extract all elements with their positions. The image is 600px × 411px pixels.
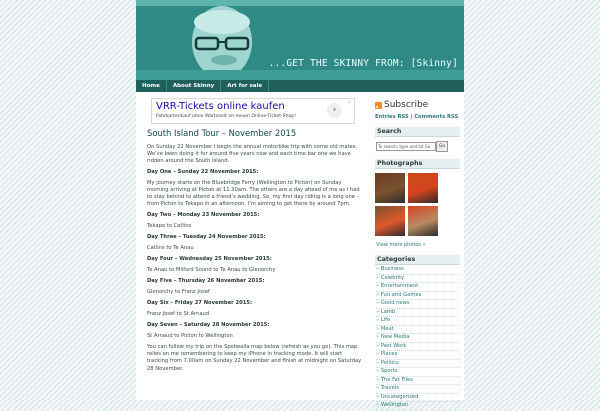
category-link[interactable]: » Good news — [376, 300, 460, 309]
category-link[interactable]: » Wellington — [376, 402, 460, 411]
rss-icon — [375, 102, 382, 109]
feed-links[interactable]: Entries RSS | Comments RSS — [375, 114, 459, 120]
post-paragraph: St Arnaud to Picton to Wellington — [147, 333, 233, 340]
category-link[interactable]: » The Fat Files — [376, 377, 460, 386]
subscribe-label: Subscribe — [384, 100, 429, 110]
post-paragraph: You can follow my trip on the Spotwalla map below (refresh as you go). This map relies on me remembering to keep my iPhone in tracking mode. It will start tracking from 7.00am on Sunday 22 November and finish at midnight on Saturday 28 November. — [147, 344, 362, 372]
category-link[interactable]: » Politics — [376, 360, 460, 369]
post-paragraph: Te Anau to Milford Sound to Te Anau to Glenorchy — [147, 267, 276, 274]
day-heading: Day Three – Tuesday 24 November 2015: — [147, 234, 266, 241]
post-paragraph: My journey starts on the Bluebridge Ferry (Wellington to Picton) on Sunday morning arriving at Picton at 11.30am. The others are a day ahead of me as I had to stay behind to attend a friend’s wedding. So, my first day riding is a long one – from Picton to Tekapo in an afternoon. I’m aiming to get there by around 7pm. — [147, 180, 360, 208]
category-link[interactable]: » Business — [376, 266, 460, 275]
photo-thumbnail[interactable] — [408, 206, 438, 236]
category-link[interactable]: » Travels — [376, 385, 460, 394]
nav-about-skinny[interactable]: About Skinny — [167, 80, 221, 92]
category-link[interactable]: » New Media — [376, 334, 460, 343]
post-paragraph: Glenorchy to Franz Josef — [147, 289, 210, 296]
ad-arrow-button[interactable]: › — [327, 103, 342, 118]
nav-home[interactable]: Home — [136, 80, 167, 92]
top-nav — [136, 80, 464, 92]
category-list — [376, 266, 460, 411]
day-heading: Day Four – Wednesday 25 November 2015: — [147, 256, 272, 263]
search-heading: Search — [375, 127, 460, 137]
sidebar — [372, 96, 464, 408]
page-wrapper — [136, 0, 464, 408]
ad-title[interactable]: VRR-Tickets online kaufen — [156, 101, 285, 112]
category-link[interactable]: » Entertainment — [376, 283, 460, 292]
category-link[interactable]: » Uncategorized — [376, 394, 460, 403]
search-input[interactable]: To search, type and hit Go — [376, 142, 436, 151]
post-paragraph: On Sunday 22 November I begin the annual motorbike trip with some old mates. We’ve been doing it for around five years now and each time bar one we have ridden around the South Island. — [147, 144, 358, 165]
category-link[interactable]: » Celebrity — [376, 275, 460, 284]
post-paragraph: Franz Josef to St Arnaud — [147, 311, 210, 318]
photographs-heading: Photographs — [375, 159, 460, 169]
categories-heading: Categories — [375, 255, 460, 265]
search-go-button[interactable]: Go — [436, 141, 448, 152]
category-link[interactable]: » Meat — [376, 326, 460, 335]
site-header — [136, 0, 464, 80]
category-link[interactable]: » Lamb — [376, 309, 460, 318]
nav-art-for-sale[interactable]: Art for sale — [221, 80, 269, 92]
header-top-band — [136, 0, 464, 6]
category-link[interactable]: » Fun and Games — [376, 292, 460, 301]
day-heading: Day Six – Friday 27 November 2015: — [147, 300, 253, 307]
day-heading: Day Five – Thursday 26 November 2015: — [147, 278, 265, 285]
subscribe-heading[interactable] — [375, 100, 428, 110]
more-photos-link[interactable]: View more photos » — [376, 242, 426, 248]
site-tagline: ...GET THE SKINNY FROM: [Skinny] — [268, 58, 458, 69]
category-link[interactable]: » Sports — [376, 368, 460, 377]
main-content — [144, 96, 366, 400]
photo-thumbnail[interactable] — [375, 206, 405, 236]
post-paragraph: Catlins to Te Anau — [147, 245, 194, 252]
day-heading: Day One – Sunday 22 November 2015: — [147, 169, 259, 176]
photo-thumbnail[interactable] — [408, 173, 438, 203]
category-link[interactable]: » Past Work — [376, 343, 460, 352]
photo-thumbnail[interactable] — [375, 173, 405, 203]
ad-banner[interactable] — [151, 98, 355, 124]
post-title[interactable]: South Island Tour – November 2015 — [147, 128, 297, 138]
ad-info-icon[interactable]: ▷ — [347, 99, 352, 104]
post-body — [147, 144, 363, 377]
header-bottom-stripe — [136, 70, 464, 80]
ad-subtitle: Fahrkartenkauf ohne Wartezeit im neuen Online-Ticket-Shop! — [156, 114, 297, 119]
category-link[interactable]: » Places — [376, 351, 460, 360]
day-heading: Day Two – Monday 23 November 2015: — [147, 212, 260, 219]
category-link[interactable]: » Life — [376, 317, 460, 326]
day-heading: Day Seven – Saturday 28 November 2015: — [147, 322, 270, 329]
post-paragraph: Tekapo to Catlins — [147, 223, 192, 230]
